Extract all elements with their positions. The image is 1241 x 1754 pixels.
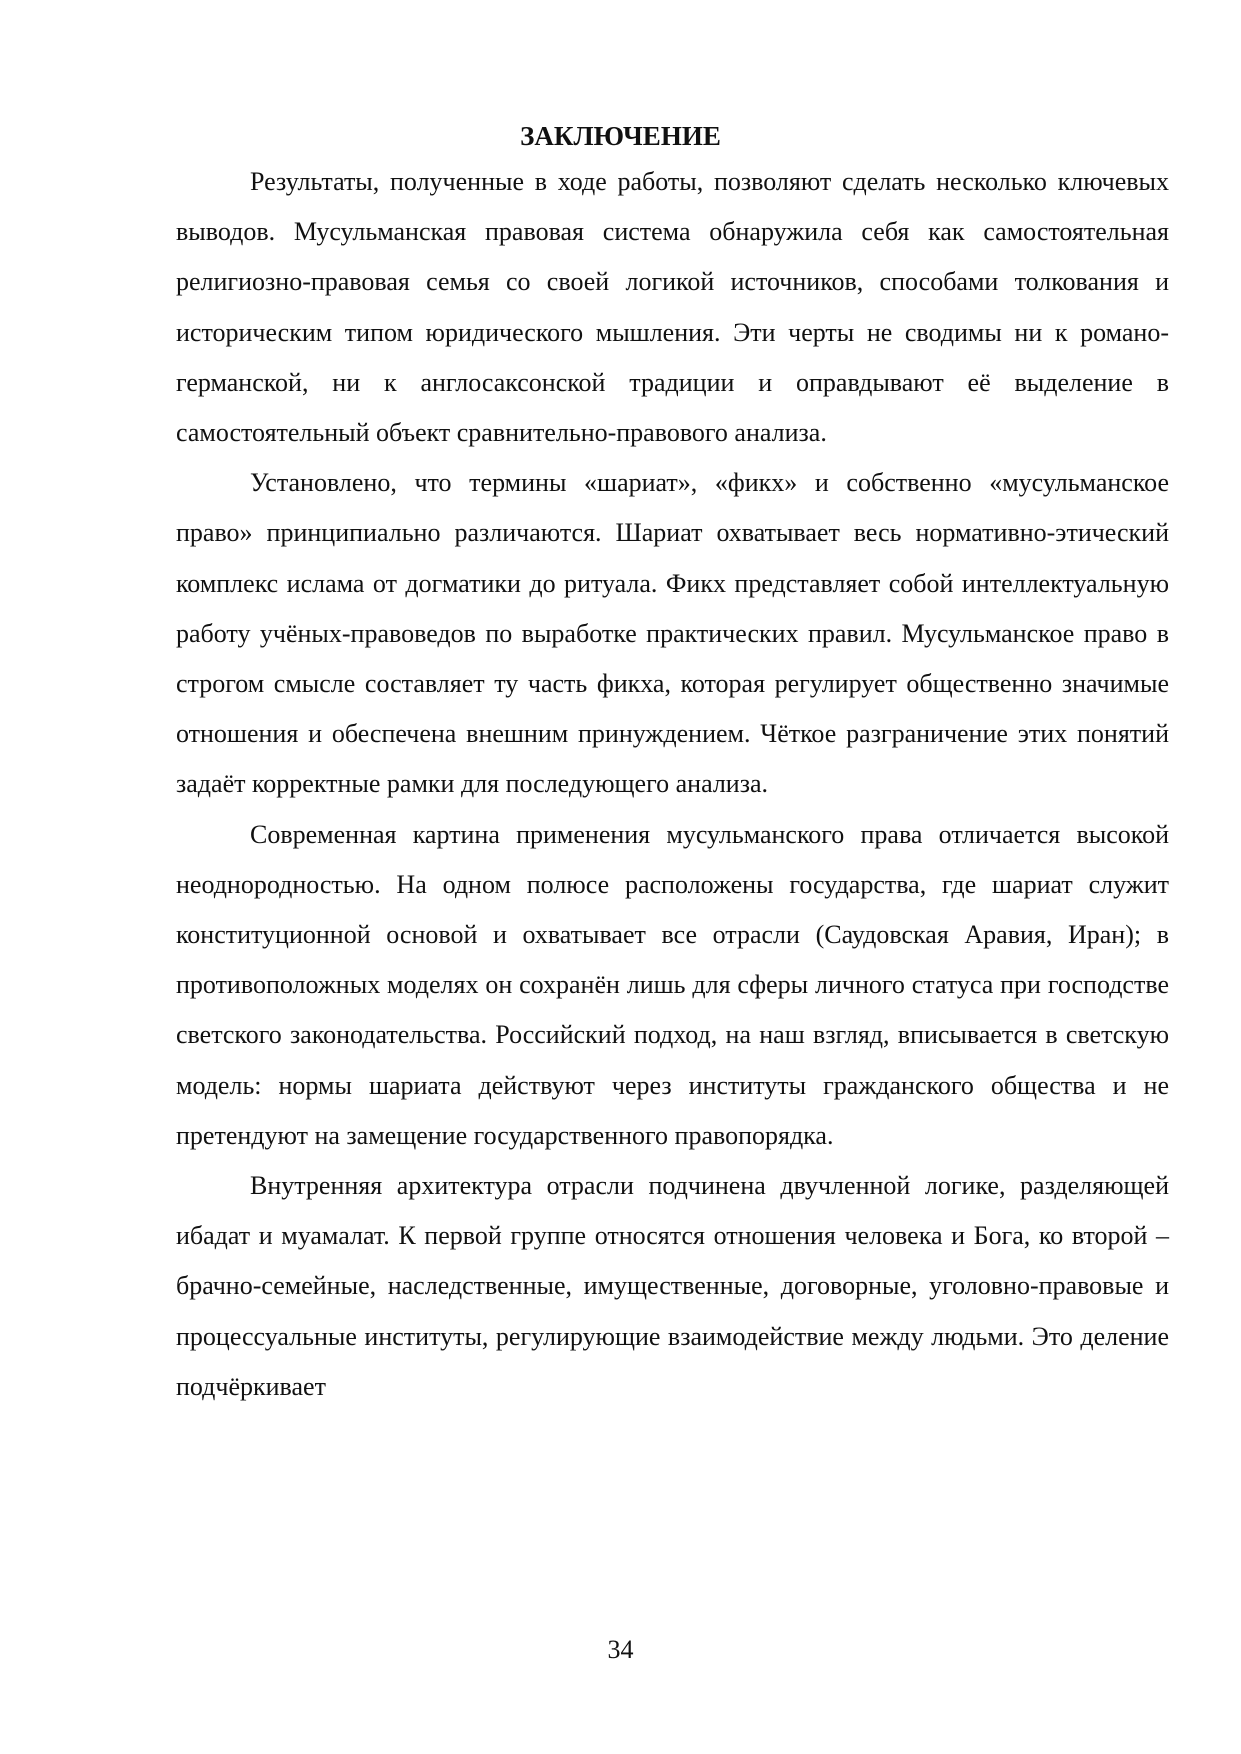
paragraph-3: Современная картина применения мусульманского права отличается высокой неоднородностью. На одном полюсе расположены государства, где шариат служит конституционной основой и охватывает все отрасли (Саудовская Аравия, Иран); в противоположных моделях он сохранён лишь для сферы личного статуса при господстве светского законодательства. Российский подход, на наш взгляд, вписывается в светскую модель: нормы шариата действуют через институты гражданского общества и не претендуют на замещение государственного правопорядка. xyxy=(176,819,1169,1150)
page-number: 34 xyxy=(607,1635,634,1664)
paragraph-2: Установлено, что термины «шариат», «фикх» и собственно «мусульманское право» принципиально различаются. Шариат охватывает весь нормативно-этический комплекс ислама от догматики до ритуала. Фикх представляет собой интеллектуальную работу учёных-правоведов по выработке практических правил. Мусульманское право в строгом смысле составляет ту часть фикха, которая регулирует общественно значимые отношения и обеспечена внешним принуждением. Чёткое разграничение этих понятий задаёт корректные рамки для последующего анализа. xyxy=(176,468,1169,799)
section-heading: ЗАКЛЮЧЕНИЕ xyxy=(520,121,721,151)
paragraph-1: Результаты, полученные в ходе работы, позволяют сделать несколько ключевых выводов. Мусульманская правовая система обнаружила себя как самостоятельная религиозно-правовая семья со своей логикой источников, способами толкования и историческим типом юридического мышления. Эти черты не сводимы ни к романо-германской, ни к англосаксонской традиции и оправдывают её выделение в самостоятельный объект сравнительно-правового анализа. xyxy=(176,167,1169,448)
paragraph-4: Внутренняя архитектура отрасли подчинена двучленной логике, разделяющей ибадат и муамалат. К первой группе относятся отношения человека и Бога, ко второй – брачно-семейные, наследственные, имущественные, договорные, уголовно-правовые и процессуальные институты, регулирующие взаимодействие между людьми. Это деление подчёркивает xyxy=(176,1171,1169,1401)
body-text xyxy=(176,157,1169,1412)
